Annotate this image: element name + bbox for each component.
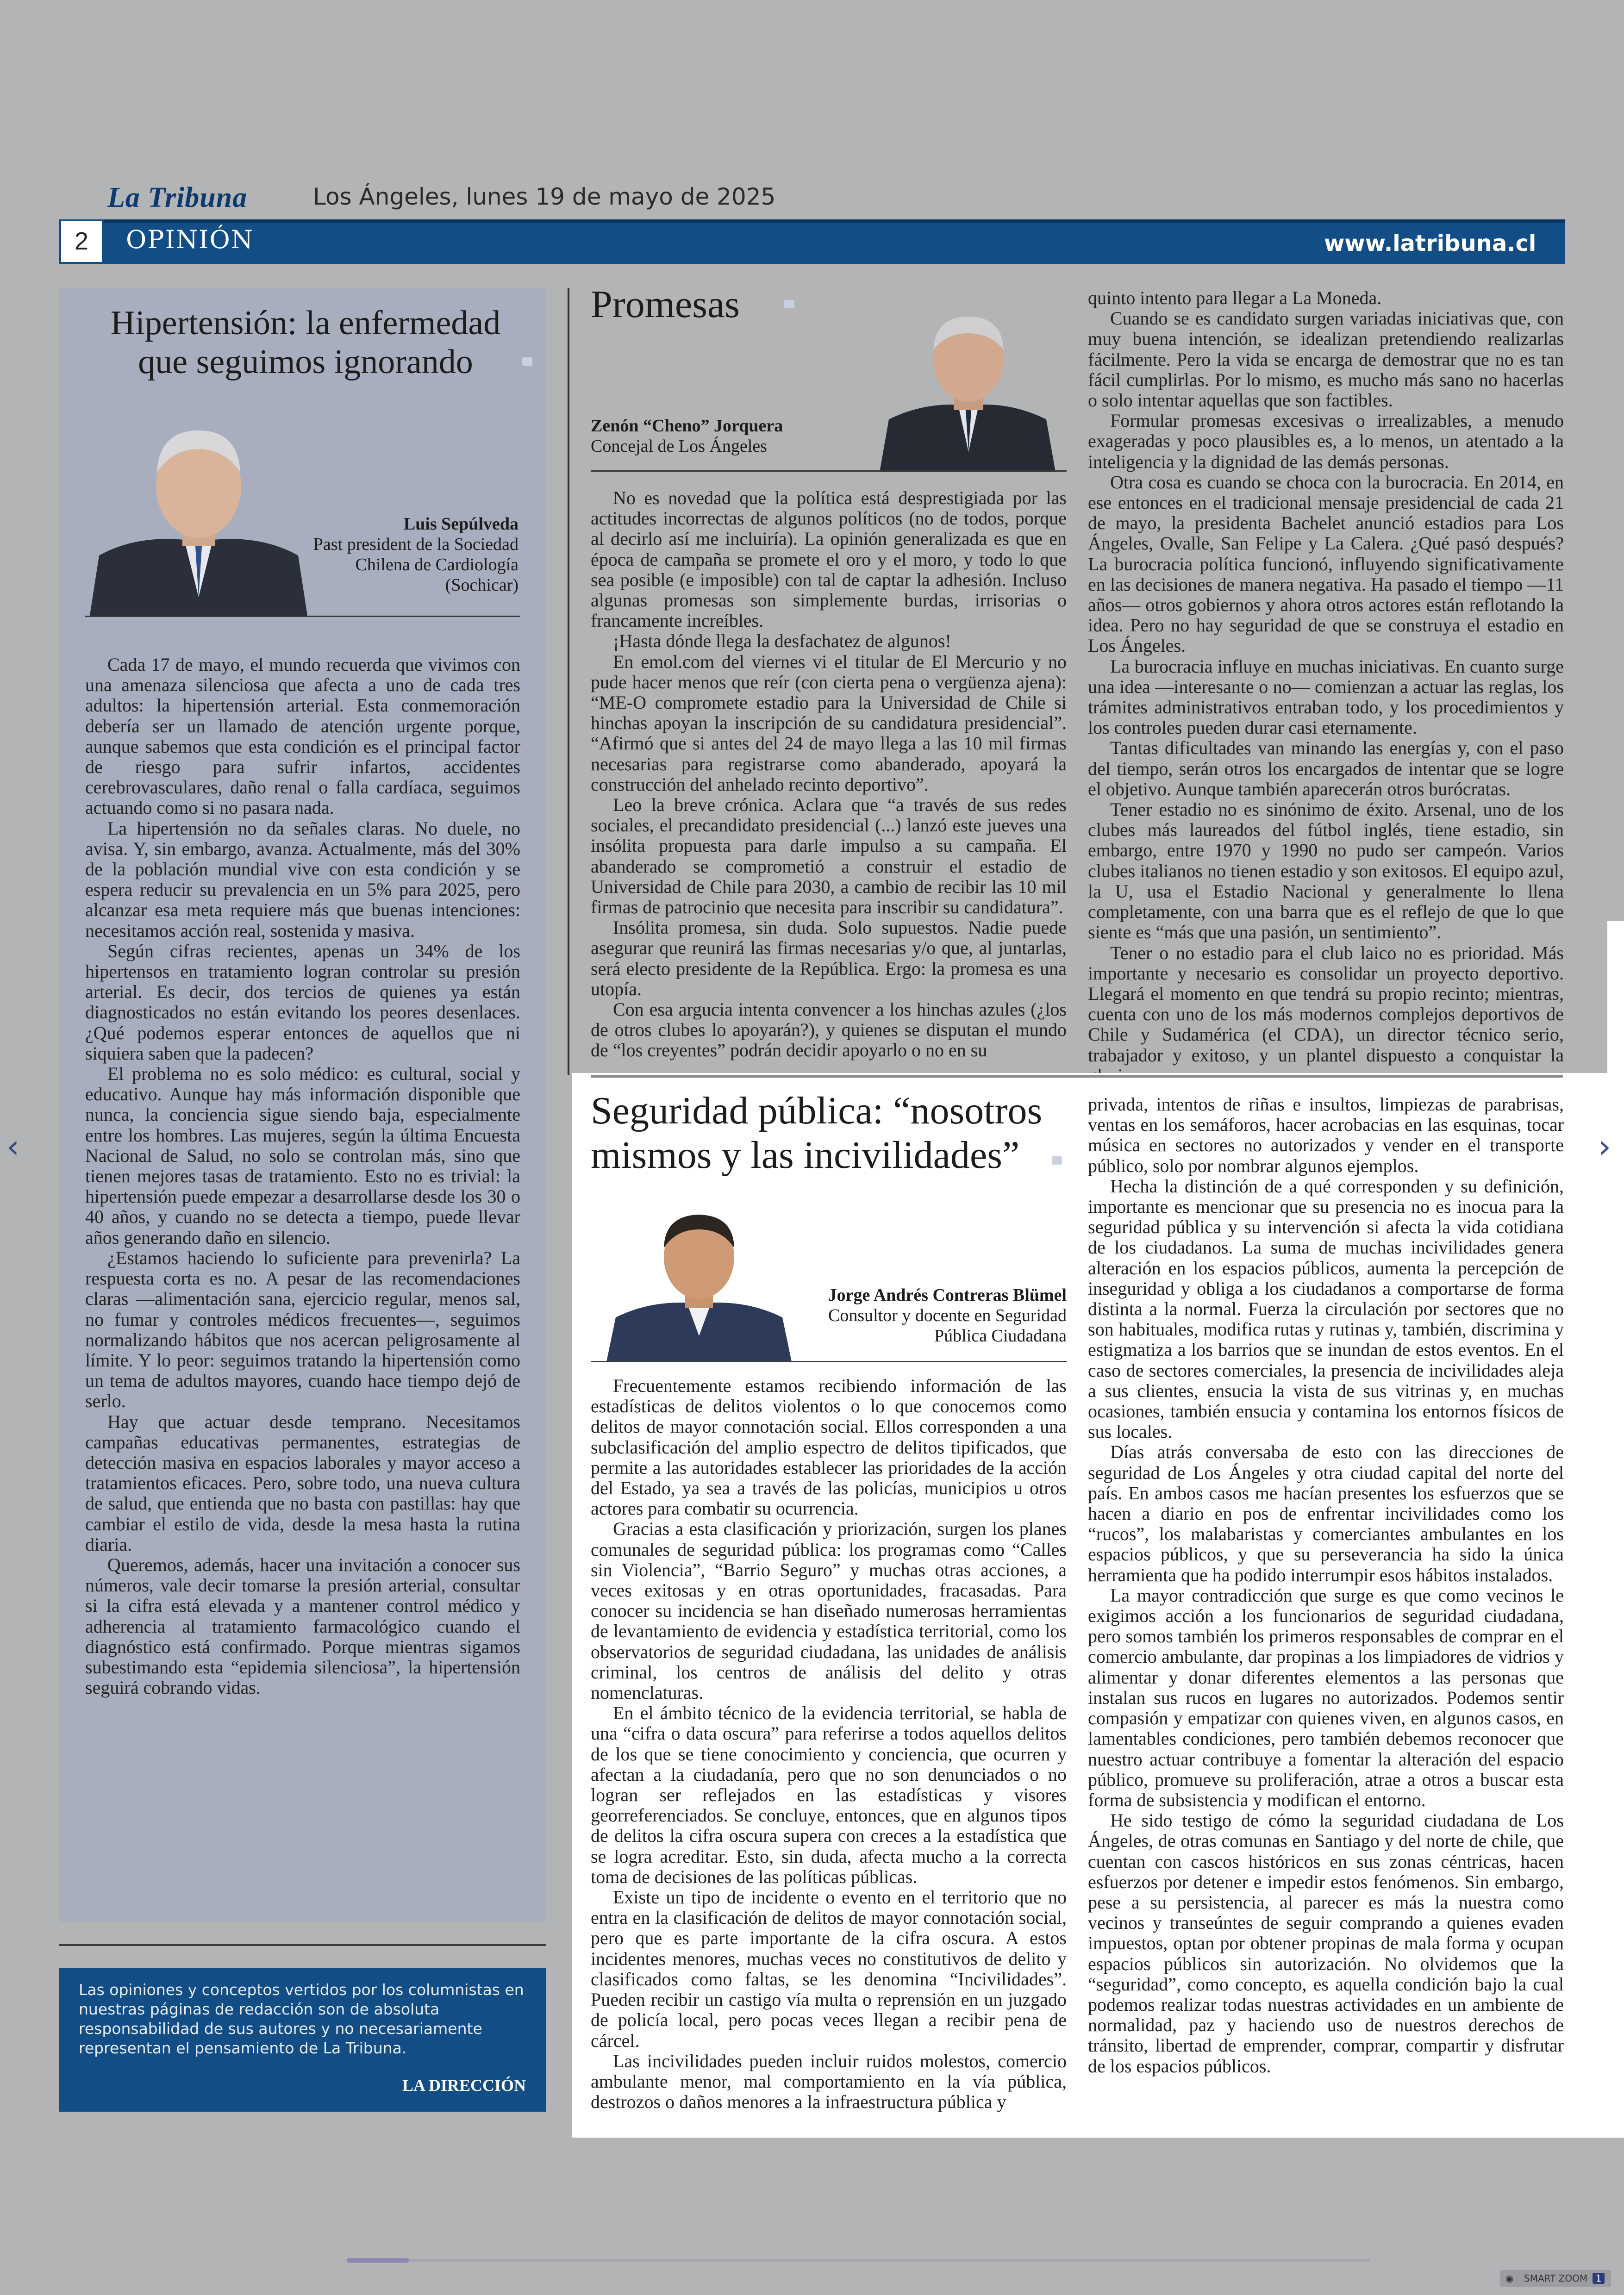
author-name: Luis Sepúlveda — [403, 514, 518, 534]
paragraph: Hecha la distinción de a qué corresponden y su definición, importante es mencionar que su presencia no es inocua para la seguridad pública y su intervención si afecta la vida cotidiana de los ciudadanos. La suma de muchas incivilidades genera alteración en los espacios públicos, aumenta la percepción de inseguridad y obliga a los ciudadanos a comportarse de forma distinta a la normal. Fuerza la circulación por sectores que no son habituales, modifica rutas y rutinas y, también, discrimina y estigmatiza a los barrios que se inundan de estos eventos. En el caso de sectores comerciales, la presencia de incivilidades aleja a sus clientes, ensucia la vista de sus vitrinas y, en muchas ocasiones, también ensucia y contamina los entornos físicos de sus locales. — [1088, 1175, 1564, 1442]
article-left-body — [85, 655, 520, 1698]
article-link-icon[interactable] — [784, 300, 794, 308]
smart-zoom-label: SMART ZOOM — [1524, 2273, 1588, 2284]
author-photo-contreras — [602, 1197, 796, 1362]
author-role: Consultor y docente en Seguridad — [828, 1306, 1067, 1325]
issue-date: Los Ángeles, lunes 19 de mayo de 2025 — [313, 183, 776, 210]
article-promesas-col1 — [591, 488, 1067, 1061]
smart-zoom-button[interactable] — [1500, 2270, 1611, 2287]
paragraph: Existe un tipo de incidente o evento en el territorio que no entra en la clasificación de delitos de mayor connotación social, pero que es parte importante de la cifra oscura. A estos incidentes menores, muchas veces no constitutivos de delito y clasificados como faltas, se les denomina “Incivilidades”. Pueden recibir un castigo vía multa o reprensión en un juzgado de policía local, pero pocas veces llegan a recibir pena de cárcel. — [591, 1887, 1067, 2051]
paragraph: En el ámbito técnico de la evidencia territorial, se habla de una “cifra o data oscura” para referirse a todos aquellos delitos de los que se tiene conocimiento y conciencia, que ocurren y afectan a la ciudadanía, pero que no son denunciados o no logran ser reflejados en las estadísticas y visores georreferenciados. Se concluye, entonces, que en algunos tipos de delitos la cifra oscura supera con creces a la estadística que se logra acreditar. Esto, sin duda, afecta mucho a la correcta toma de decisiones de las políticas públicas. — [591, 1703, 1067, 1887]
author-photo-jorquera — [870, 294, 1067, 472]
page-progress-track[interactable] — [347, 2259, 1370, 2262]
author-role: Pública Ciudadana — [934, 1326, 1067, 1346]
paragraph: Otra cosa es cuando se choca con la burocracia. En 2014, en ese entonces en el tradicional mensaje presidencial de cada 21 de mayo, la presidenta Bachelet anunció estadios para Los Ángeles, Ovalle, San Felipe y La Calera. ¿Qué pasó después? La burocracia política funcionó, influyendo significativamente en las decisiones de manera negativa. Ha pasado el tiempo —11 años— otros gobiernos y ahora otros actores están reflotando la idea. Pero no hay seguridad de que se construya el estadio en Los Ángeles. — [1088, 471, 1564, 656]
author-byline-sepulveda — [278, 514, 518, 595]
divider-rule — [591, 1075, 1563, 1078]
page-number: 2 — [59, 219, 104, 264]
paragraph: ¿Estamos haciendo lo suficiente para prevenirla? La respuesta corta es no. A pesar de las recomendaciones claras —alimentación sana, ejercicio regular, menos sal, no fumar y controles médicos frecuentes—, seguimos normalizando hábitos que nos acercan peligrosamente al límite. Y lo peor: seguimos tratando la hipertensión como un tema de adultos mayores, cuando hace tiempo dejó de serlo. — [85, 1247, 520, 1412]
paragraph: quinto intento para llegar a La Moneda. — [1088, 287, 1382, 308]
author-byline-contreras — [787, 1285, 1067, 1346]
paragraph: El problema no es solo médico: es cultural, social y educativo. Aunque hay más información disponible que nunca, la conciencia sigue siendo baja, especialmente entre los hombres. Las mujeres, según la última Encuesta Nacional de Salud, no solo se controlan más, sino que tienen mejores tasas de tratamiento. Esto no es trivial: la hipertensión puede empezar a desarrollarse desde los 30 o 40 años, y cuando no se detecta a tiempo, puede llevar años generando daño en silencio. — [85, 1063, 520, 1248]
author-byline-jorquera — [591, 416, 868, 456]
author-name: Jorge Andrés Contreras Blümel — [828, 1285, 1067, 1305]
paragraph: Cuando se es candidato surgen variadas iniciativas que, con muy buena intención, se idealizan pretendiendo realizarlas fácilmente. Pero la vida se encarga de demostrar que no es tan fácil cumplirlas. Por lo mismo, es mucho más sano no hacerlas o solo intentar aquellas que son factibles. — [1088, 308, 1564, 411]
paragraph: Frecuentemente estamos recibiendo información de las estadísticas de delitos violentos o lo que conocemos como delitos de mayor connotación social. Ellos corresponden a una subclasificación del amplio espectro de delitos tipificados, que permite a las autoridades establecer las prioridades de la acción del Estado, ya sea a través de las policías, municipios u otros actores para combatir su ocurrencia. — [591, 1375, 1067, 1519]
paragraph: He sido testigo de cómo la seguridad ciudadana de Los Ángeles, de otras comunas en Santiago y del norte de chile, que cuentan con cascos históricos en sus zonas céntricas, hacen esfuerzos por detener e impedir estos fenómenos. Sin embargo, pese a su persistencia, al parecer es más la nuestra como vecinos y transeúntes de seguir comprando a quienes evaden impuestos, optan por obtener propinas de mala forma y ocupan espacios públicos sin autorización. No olvidemos que la “seguridad”, como concepto, es aquella condición bajo la cual podemos realizar todas nuestras actividades en un ambiente de normalidad, paz y haciendo uso de nuestros derechos de tránsito, libertad de emprender, comprar, compartir y disfrutar de los espacios públicos. — [1088, 1810, 1564, 2077]
divider-rule — [59, 1944, 546, 1946]
editorial-note-text: Las opiniones y conceptos vertidos por los columnistas en nuestras páginas de redacción son de absoluta responsabilidad de sus autores y no necesariamente representan el pensamiento de La Tribuna. — [79, 1981, 524, 2057]
paragraph: ¡Hasta dónde llega la desfachatez de algunos! — [613, 630, 951, 652]
article-promesas-title[interactable]: Promesas — [591, 283, 740, 326]
article-link-icon[interactable] — [522, 357, 532, 366]
author-role: Past president de la Sociedad — [313, 535, 518, 554]
page-progress-thumb[interactable] — [347, 2258, 409, 2263]
section-name: OPINIÓN — [126, 225, 254, 254]
article-seguridad-col1 — [591, 1376, 1067, 2112]
paragraph: Días atrás conversaba de esto con las direcciones de seguridad de Los Ángeles y otra ciudad capital del norte del país. En ambos casos me hacían presentes los esfuerzos que se hacen a diario en pos de enfrentar incivilidades como los “rucos”, los malabaristas y comerciantes ambulantes en los espacios públicos, y que su perseverancia ha sido la única herramienta que ha podido interrumpir esos hábitos instalados. — [1088, 1441, 1564, 1585]
author-role: (Sochicar) — [445, 575, 518, 595]
paragraph: La mayor contradicción que surge es que como vecinos le exigimos acción a los funcionarios de seguridad ciudadana, pero somos también los primeros responsables de comprar en el comercio ambulante, dar propinas a los limpiadores de vidrios y alimentar y donar diferentes elementos a las personas que instalan sus rucos en lugares no autorizados. Podemos sentir compasión y empatizar con quienes viven, en algunos casos, en lamentables condiciones, pero también debemos reconocer que nuestro actuar contribuye a fomentar la alteración del espacio público, promueve su proliferación, atrae a otros a buscar esta forma de subsistencia y modifican el entorno. — [1088, 1584, 1564, 1810]
paragraph: La hipertensión no da señales claras. No duele, no avisa. Y, sin embargo, avanza. Actualmente, más del 30% de la población mundial vive con esta condición y se espera reducir su prevalencia en un 5% para 2025, pero alcanzar esa meta requiere más que buenas intenciones: necesitamos acción real, sostenida y masiva. — [85, 817, 520, 941]
eye-icon: ◉ — [1505, 2273, 1514, 2284]
author-name: Zenón “Cheno” Jorquera — [591, 416, 783, 436]
paragraph: Queremos, además, hacer una invitación a conocer sus números, vale decir tomarse la presión arterial, consultar si la cifra está elevada y a mantener control médico y adherencia al tratamiento farmacológico cuando el diagnóstico está confirmado. Porque mientras sigamos subestimando esta “epidemia silenciosa”, la hipertensión seguirá cobrando vidas. — [85, 1554, 520, 1698]
paragraph: Insólita promesa, sin duda. Solo supuestos. Nadie puede asegurar que reunirá las firmas necesarias y/o que, al juntarlas, será electo presidente de la República. Ergo: la promesa es una utopía. — [591, 917, 1067, 999]
author-role: Concejal de Los Ángeles — [591, 437, 767, 456]
next-page-arrow-icon[interactable]: › — [1598, 1128, 1611, 1166]
paragraph: Tener o no estadio para el club laico no es prioridad. Más importante y necesario es consolidar un proyecto deportivo. Llegará el momento en que tendrá su propio recinto; mientras, cuenta con uno de los más modernos complejos deportivos de Chile y Sudamérica (el CDA), un director técnico serio, trabajador y exitoso, y un plantel dispuesto a conquistar la — [1088, 942, 1564, 1066]
paragraph: Leo la breve crónica. Aclara que “a través de sus redes sociales, el precandidato presidencial (...) lanzó este jueves una insólita propuesta para darle impulso a su campaña. El abanderado se comprometió a construir el estadio de Universidad de Chile para 2030, a cambio de recibir las 10 mil firmas de patrocinio que necesita para inscribir su candidatura”. — [591, 794, 1067, 918]
paragraph: En emol.com del viernes vi el titular de El Mercurio y no pude hacer menos que reír (con cierta pena o vergüenza ajena): “ME-O compromete estadio para la Universidad de Chile si hinchas apoyan la inscripción de su candidatura presidencial”. “Afirmó que si antes del 24 de mayo llega a las 10 mil firmas necesarias para registrarse como abanderado, apoyará la construcción del anhelado recinto deportivo”. — [591, 651, 1067, 795]
paragraph: Hay que actuar desde temprano. Necesitamos campañas educativas permanentes, estrategias de detección masiva en espacios laborales y mayor acceso a tratamientos eficaces. Pero, sobre todo, una nueva cultura de salud, que entienda que no basta con pastillas: hay que cambiar el estilo de vida, desde la mesa hasta la rutina diaria. — [85, 1411, 520, 1555]
divider-rule — [591, 1361, 1067, 1362]
highlight-edge — [1607, 921, 1624, 1074]
paragraph: privada, intentos de riñas e insultos, limpiezas de parabrisas, ventas en los semáforos, hacer acrobacias en las esquinas, tocar música en sectores no autorizados y vender en el transporte público, solo por nombrar algunos ejemplos. — [1088, 1094, 1564, 1176]
site-url[interactable]: www.latribuna.cl — [1324, 231, 1537, 256]
article-link-icon[interactable] — [1052, 1156, 1062, 1165]
paragraph: Cada 17 de mayo, el mundo recuerda que vivimos con una amenaza silenciosa que afecta a uno de cada tres adultos: la hipertensión arterial. Esta conmemoración debería ser un llamado de atención urgente porque, aunque sabemos que esta condición es el principal factor de riesgo para sufrir infartos, accidentes cerebrovasculares, daño renal o falla cardíaca, seguimos actuando como si no pasara nada. — [85, 654, 520, 818]
article-left-title[interactable]: Hipertensión: la enfermedad que seguimos ignorando — [110, 304, 501, 381]
paragraph: Según cifras recientes, apenas un 34% de los hipertensos en tratamiento logran controlar su presión arterial. Es decir, dos tercios de quienes ya están diagnosticados no están evitando los peores desenlaces. ¿Qué podemos esperar entonces de aquellos que ni siquiera saben que la padecen? — [85, 940, 520, 1064]
paragraph: Formular promesas excesivas o irrealizables, a menudo exageradas y poco plausibles es, a lo menos, un atentado a la inteligencia y la dignidad de las demás personas. — [1088, 410, 1564, 472]
smart-zoom-badge: 1 — [1593, 2273, 1605, 2284]
divider-rule — [85, 616, 520, 617]
paragraph: Tantas dificultades van minando las energías y, con el paso del tiempo, serán otros los encargados de intentar que se logre el objetivo. Aunque también aparecerán otros burócratas. — [1088, 737, 1564, 799]
paragraph: Con esa argucia intenta convencer a los hinchas azules (¿los de otros clubes lo apoyarán?), y quienes se disputan el mundo de “los creyentes” podrán decidir apoyarlo o no en su — [591, 999, 1067, 1061]
divider-rule — [591, 470, 1067, 472]
newspaper-logo: La Tribuna — [107, 182, 248, 213]
editorial-note-signature: LA DIRECCIÓN — [402, 2076, 526, 2095]
author-role: Chilena de Cardiología — [355, 555, 518, 574]
paragraph: Las incivilidades pueden incluir ruidos molestos, comercio ambulante menor, mal comportamiento en la vía pública, destrozos o daños menores a la infraestructura pública y — [591, 2050, 1067, 2113]
article-seguridad-title[interactable]: Seguridad pública: “nosotros mismos y las incivilidades” — [591, 1089, 1043, 1177]
column-separator — [568, 288, 569, 1075]
paragraph: La burocracia influye en muchas iniciativas. En cuanto surge una idea —interesante o no— comienzan a actuar las reglas, los trámites administrativos entraban todo, y los procedimientos y los controles pueden durar casi eternamente. — [1088, 655, 1564, 738]
paragraph: Tener estadio no es sinónimo de éxito. Arsenal, uno de los clubes más laureados del fútbol inglés, tiene estadio, sin embargo, entre 1970 y 1990 no pudo ser campeón. Varios clubes italianos no tienen estadio y son exitosos. El equipo azul, la U, usa el Estadio Nacional y generalmente lo llena completamente, con una barra que es el reflejo de que lo que siente es “más que una pasión, un sentimiento”. — [1088, 799, 1564, 943]
paragraph: No es novedad que la política está desprestigiada por las actitudes incorrectas de algunos políticos (no de todos, porque al decirlo así me incluiría). La opinión generalizada es que en época de campaña se promete el oro y el moro, y todo lo que sea posible (e imposible) con tal de captar la adhesión. Incluso algunas promesas son simplemente burdas, irrisorias o francamente increíbles. — [591, 487, 1067, 631]
paragraph: Gracias a esta clasificación y priorización, surgen los planes comunales de seguridad pública: los programas como “Calles sin Violencia”, “Barrio Seguro” y muchas otras acciones, a veces exitosas y en otras oportunidades, fracasadas. Para conocer su incidencia se han diseñado numerosas herramientas de levantamiento de evidencia y estadística territorial, como los observatorios de seguridad ciudadana, las unidades de análisis criminal, los centros de análisis del delito y otras nomenclaturas. — [591, 1518, 1067, 1703]
prev-page-arrow-icon[interactable]: ‹ — [6, 1128, 19, 1166]
article-seguridad-col2 — [1088, 1094, 1564, 2077]
article-promesas-col2 — [1088, 288, 1564, 1086]
